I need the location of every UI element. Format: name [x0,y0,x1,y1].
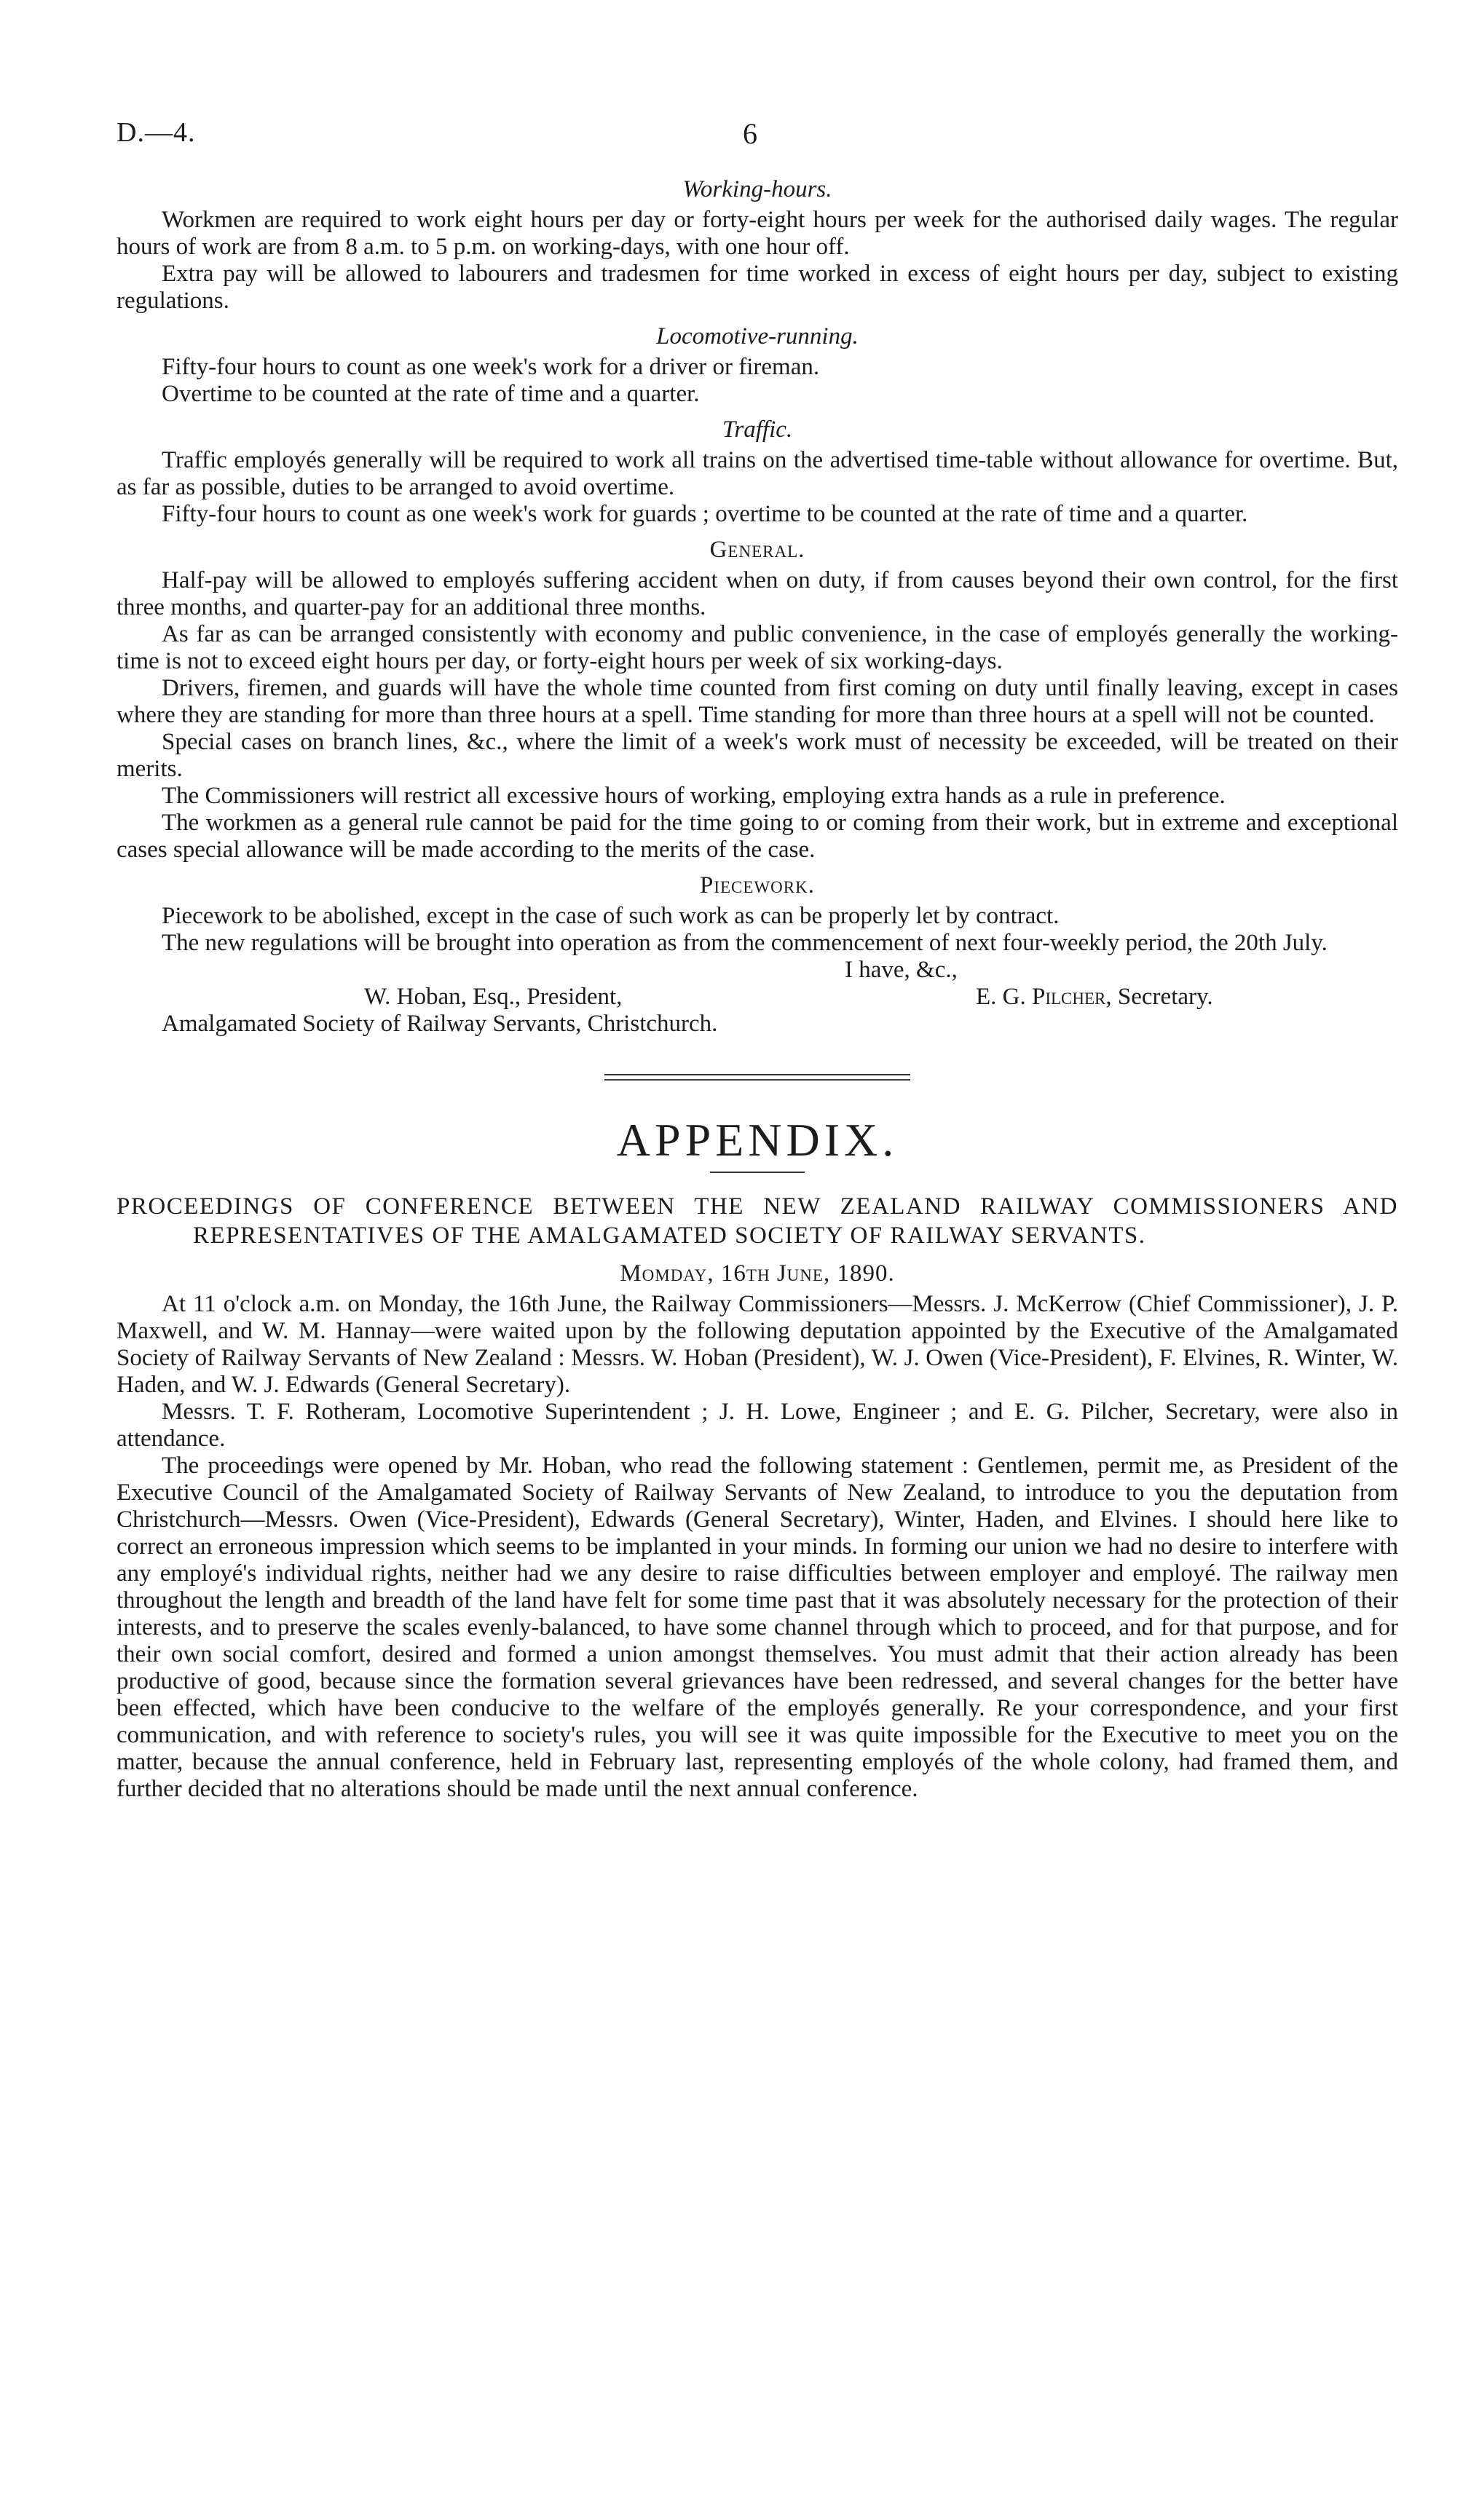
paragraph: Half-pay will be allowed to employés suffering accident when on duty, if from causes beyond their own control, for the first three months, and quarter-pay for an additional three months. [117,567,1398,620]
double-rule-divider [604,1074,910,1084]
section-heading-locomotive-running: Locomotive-running. [656,323,859,349]
conference-date: Momday, 16th June, 1890. [620,1260,895,1287]
signer-title: Secretary. [1117,984,1213,1010]
proceedings-heading: PROCEEDINGS OF CONFERENCE BETWEEN THE NEW ZEALAND RAILWAY COMMISSIONERS AND REPRESENTATIVES OF THE AMALGAMATED SOCIETY OF RAILWAY SERVANTS. [117,1193,1398,1249]
section-heading-traffic: Traffic. [722,416,793,443]
paragraph: The workmen as a general rule cannot be paid for the time going to or coming from their work, but in extreme and exceptional cases special allowance will be made according to the merits of the case. [117,810,1398,863]
short-rule-divider [710,1172,805,1173]
document-page [117,109,1398,1803]
section-heading-working-hours: Working-hours. [682,176,832,202]
paragraph: Extra pay will be allowed to labourers and tradesmen for time worked in excess of eight hours per day, subject to existing regulations. [117,261,1398,314]
section-heading-general: General. [709,537,805,563]
paragraph: Workmen are required to work eight hours per day or forty-eight hours per week for the authorised daily wages. The regular hours of work are from 8 a.m. to 5 p.m. on working-days, with one hour off. [117,207,1398,260]
paragraph: At 11 o'clock a.m. on Monday, the 16th June, the Railway Commissioners—Messrs. J. McKerrow (Chief Commissioner), J. P. Maxwell, and W. M. Hannay—were waited upon by the following deputation appointed by the Executive of the Amalgamated Society of Railway Servants of New Zealand : Messrs. W. Hoban (President), W. J. Owen (Vice-President), F. Elvines, R. Winter, W. Haden, and W. J. Edwards (General Secretary). [117,1291,1398,1398]
paragraph: As far as can be arranged consistently with economy and public convenience, in the case of employés generally the working-time is not to exceed eight hours per day, or forty-eight hours per week of six working-days. [117,621,1398,674]
page-reference: D.—4. [117,117,196,148]
paragraph: The proceedings were opened by Mr. Hoban, who read the following statement : Gentlemen, permit me, as President of the Executive Council of the Amalgamated Society of Railway Servants of New Zealand, to introduce to you the deputation from Christchurch—Messrs. Owen (Vice-President), Edwards (General Secretary), Winter, Haden, and Elvines. I should here like to correct an erroneous impression which seems to be implanted in your minds. In forming our union we had no desire to interfere with any employé's individual rights, neither had we any desire to raise difficulties between employer and employé. The railway men throughout the length and breadth of the land have felt for some time past that it was absolutely necessary for the protection of their interests, and to preserve the scales evenly-balanced, to have some channel through which to proceed, and for that purpose, and for their own social comfort, desired and formed a union amongst themselves. You must admit that their action already has been productive of good, because since the formation several grievances have been redressed, and several changes for the better have been effected, which have been conducive to the welfare of the employés generally. Re your correspondence, and your first communication, and with reference to society's rules, you will see it was quite impossible for the Executive to meet you on the matter, because the annual conference, held in February last, representing employés of the whole colony, had framed them, and further decided that no alterations should be made until the next annual conference. [117,1453,1398,1802]
page-header [117,109,1398,167]
signer-initials: E. G. [976,984,1026,1010]
signer-surname: Pilcher, [1032,984,1112,1010]
page-number: 6 [743,117,757,150]
appendix-title: APPENDIX. [616,1114,899,1166]
paragraph: Overtime to be counted at the rate of time and a quarter. [162,381,700,407]
paragraph: The new regulations will be brought into operation as from the commencement of next four-weekly period, the 20th July. [162,930,1328,956]
rule-line [604,1074,910,1079]
paragraph: Special cases on branch lines, &c., where the limit of a week's work must of necessity be exceeded, will be treated on their merits. [117,729,1398,782]
paragraph: Messrs. T. F. Rotheram, Locomotive Superintendent ; J. H. Lowe, Engineer ; and E. G. Pilcher, Secretary, were also in attendance. [117,1399,1398,1452]
paragraph: Fifty-four hours to count as one week's work for guards ; overtime to be counted at the rate of time and a quarter. [162,501,1248,527]
section-heading-piecework: Piecework. [700,872,815,898]
society-line: Amalgamated Society of Railway Servants, Christchurch. [162,1011,718,1037]
paragraph: Drivers, firemen, and guards will have the whole time counted from first coming on duty until finally leaving, except in cases where they are standing for more than three hours at a spell. Time standing for more than three hours at a spell will not be counted. [117,675,1398,728]
paragraph: Piecework to be abolished, except in the case of such work as can be properly let by contract. [162,903,1060,929]
signature-row [117,984,1398,1011]
paragraph: Traffic employés generally will be required to work all trains on the advertised time-table without allowance for overtime. But, as far as possible, duties to be arranged to avoid overtime. [117,447,1398,500]
signature [976,984,1213,1011]
society-row [117,1011,1398,1038]
letter-closing-row [117,957,1398,984]
addressee: W. Hoban, Esq., President, [364,984,623,1010]
rule-line [604,1079,910,1084]
paragraph: Fifty-four hours to count as one week's work for a driver or fireman. [162,354,820,380]
paragraph: The Commissioners will restrict all excessive hours of working, employing extra hands as a rule in preference. [162,783,1226,809]
letter-closing: I have, &c., [845,957,958,983]
